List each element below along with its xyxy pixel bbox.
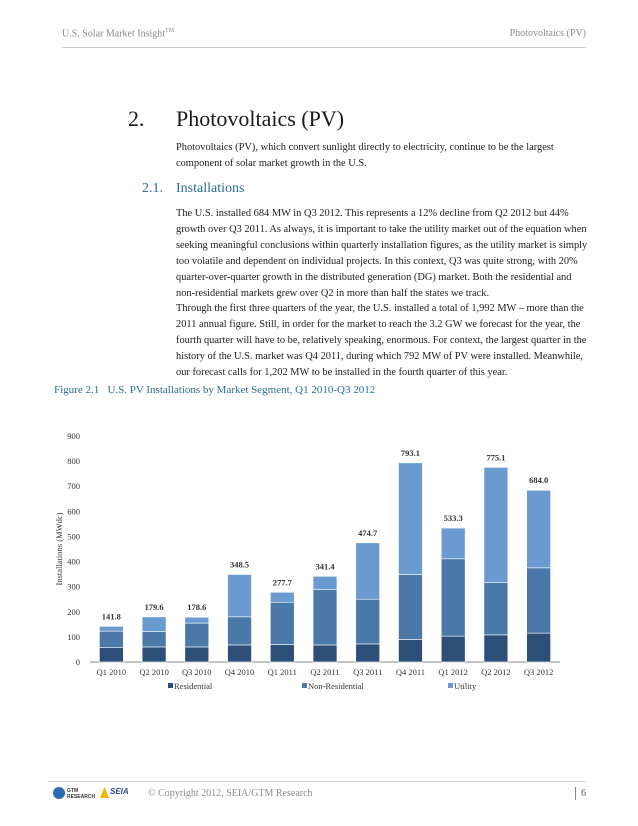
bar-residential <box>356 644 380 662</box>
bar-non-residential <box>313 590 337 645</box>
y-tick-label: 900 <box>67 431 80 441</box>
x-tick-label: Q1 2011 <box>267 667 297 677</box>
bar-non-residential <box>527 568 551 633</box>
x-tick-label: Q2 2010 <box>139 667 169 677</box>
trademark-mark: TM <box>165 28 175 34</box>
bar-utility <box>398 463 422 575</box>
footer-copyright: © Copyright 2012, SEIA/GTM Research <box>148 788 313 799</box>
installations-paragraph-1: The U.S. installed 684 MW in Q3 2012. This represents a 12% decline from Q2 2012 but 44% growth over Q3 2011. As always, it is important to take the utility market out of the equation when seeking meaningful conclusions within quarterly installation figures, as the utility market is simply too volatile and dependent on individual projects. In this context, Q3 was quite strong, with 20% quarter-over-quarter growth in the distributed generation (DG) market. Both the residential and non-residential markets grew over Q2 in more than half the states we track. <box>176 208 588 299</box>
bar-utility <box>228 574 252 616</box>
bar-residential <box>441 636 465 662</box>
bar-total-label: 277.7 <box>272 577 292 588</box>
section-number: 2. <box>128 106 145 131</box>
x-tick-label: Q2 2012 <box>481 667 511 677</box>
bar-residential <box>527 633 551 662</box>
bar-utility <box>527 490 551 568</box>
page-number: 6 <box>581 788 586 799</box>
bar-residential <box>228 645 252 662</box>
bar-utility <box>142 617 166 631</box>
bar-utility <box>270 592 294 602</box>
bar-non-residential <box>270 602 294 644</box>
footer-rule <box>48 781 586 782</box>
y-axis-label: Installations (MWdc) <box>54 512 64 586</box>
bar-total-label: 533.3 <box>443 513 463 524</box>
running-header-title <box>62 28 174 39</box>
x-tick-label: Q2 2011 <box>310 667 340 677</box>
bar-non-residential <box>484 583 508 635</box>
footer-page-separator <box>575 787 576 800</box>
seia-logo-icon <box>100 787 109 798</box>
gtm-logo-icon <box>53 787 65 799</box>
y-tick-label: 800 <box>67 456 80 467</box>
stacked-bar-chart <box>44 400 604 700</box>
x-tick-label: Q3 2010 <box>182 667 212 677</box>
bar-residential <box>185 647 209 662</box>
bar-non-residential <box>398 575 422 640</box>
y-tick-label: 300 <box>67 581 80 592</box>
x-tick-label: Q3 2011 <box>353 667 383 677</box>
bar-total-label: 684.0 <box>529 475 549 486</box>
x-tick-label: Q3 2012 <box>523 667 554 677</box>
header-rule <box>62 47 586 48</box>
x-tick-label: Q1 2012 <box>438 667 468 677</box>
legend-label: Residential <box>174 681 213 691</box>
y-tick-label: 100 <box>67 631 80 642</box>
y-tick-label: 400 <box>67 556 80 567</box>
bar-residential <box>313 645 337 662</box>
y-tick-label: 500 <box>67 531 80 542</box>
x-tick-label: Q1 2010 <box>96 667 127 677</box>
bar-total-label: 341.4 <box>315 561 335 572</box>
bar-utility <box>356 543 380 599</box>
running-header-title-text: U.S. Solar Market Insight <box>62 28 166 40</box>
bar-utility <box>313 576 337 589</box>
bar-utility <box>441 528 465 559</box>
bar-residential <box>484 635 508 662</box>
bar-non-residential <box>142 631 166 647</box>
bar-residential <box>99 648 123 662</box>
bar-total-label: 178.6 <box>187 602 207 613</box>
legend-swatch <box>168 683 173 688</box>
gtm-logo-text: GTM RESEARCH <box>67 788 96 800</box>
bar-residential <box>270 644 294 662</box>
bar-total-label: 793.1 <box>400 447 421 458</box>
y-tick-label: 700 <box>67 481 80 492</box>
section-title: Photovoltaics (PV) <box>176 106 345 131</box>
running-header-section: Photovoltaics (PV) <box>509 28 586 39</box>
bar-total-label: 775.1 <box>486 452 506 463</box>
bar-residential <box>142 647 166 662</box>
bar-total-label: 348.5 <box>229 559 250 570</box>
seia-logo-text: SEIA <box>110 787 129 796</box>
legend-swatch <box>302 683 307 688</box>
subsection-title: Installations <box>176 181 245 196</box>
bar-total-label: 141.8 <box>101 611 121 622</box>
legend-swatch <box>448 683 453 688</box>
y-tick-label: 200 <box>67 606 80 617</box>
bar-non-residential <box>228 617 252 645</box>
bar-utility <box>185 617 209 623</box>
bar-residential <box>398 639 422 662</box>
y-tick-label: 600 <box>67 506 80 517</box>
bar-utility <box>484 467 508 582</box>
bar-non-residential <box>356 599 380 644</box>
legend-label: Utility <box>454 681 477 691</box>
bar-utility <box>99 626 123 631</box>
bar-total-label: 179.6 <box>144 601 164 612</box>
legend-label: Non-Residential <box>308 681 364 691</box>
installations-paragraph-2: Through the first three quarters of the year, the U.S. installed a total of 1,992 MW – more than the 2011 annual figure. Still, in order for the market to reach the 3.2 GW we forecast for the year, the fourth quarter will have to be, relatively speaking, enormous. For context, the largest quarter in the history of the U.S. market was Q4 2011, during which 792 MW of PV were installed. Meanwhile, our forecast calls for 1,202 MW to be installed in the fourth quarter of this year. <box>176 303 587 378</box>
intro-paragraph: Photovoltaics (PV), which convert sunlight directly to electricity, continue to be the largest component of solar market growth in the U.S. <box>176 142 554 169</box>
bar-non-residential <box>185 623 209 647</box>
figure-caption: Figure 2.1 U.S. PV Installations by Market Segment, Q1 2010-Q3 2012 <box>54 384 376 396</box>
x-tick-label: Q4 2010 <box>224 667 255 677</box>
y-tick-label: 0 <box>75 657 80 667</box>
bar-total-label: 474.7 <box>358 527 378 538</box>
bar-non-residential <box>441 559 465 636</box>
subsection-number: 2.1. <box>142 181 163 196</box>
x-tick-label: Q4 2011 <box>395 667 426 677</box>
bar-non-residential <box>99 631 123 648</box>
